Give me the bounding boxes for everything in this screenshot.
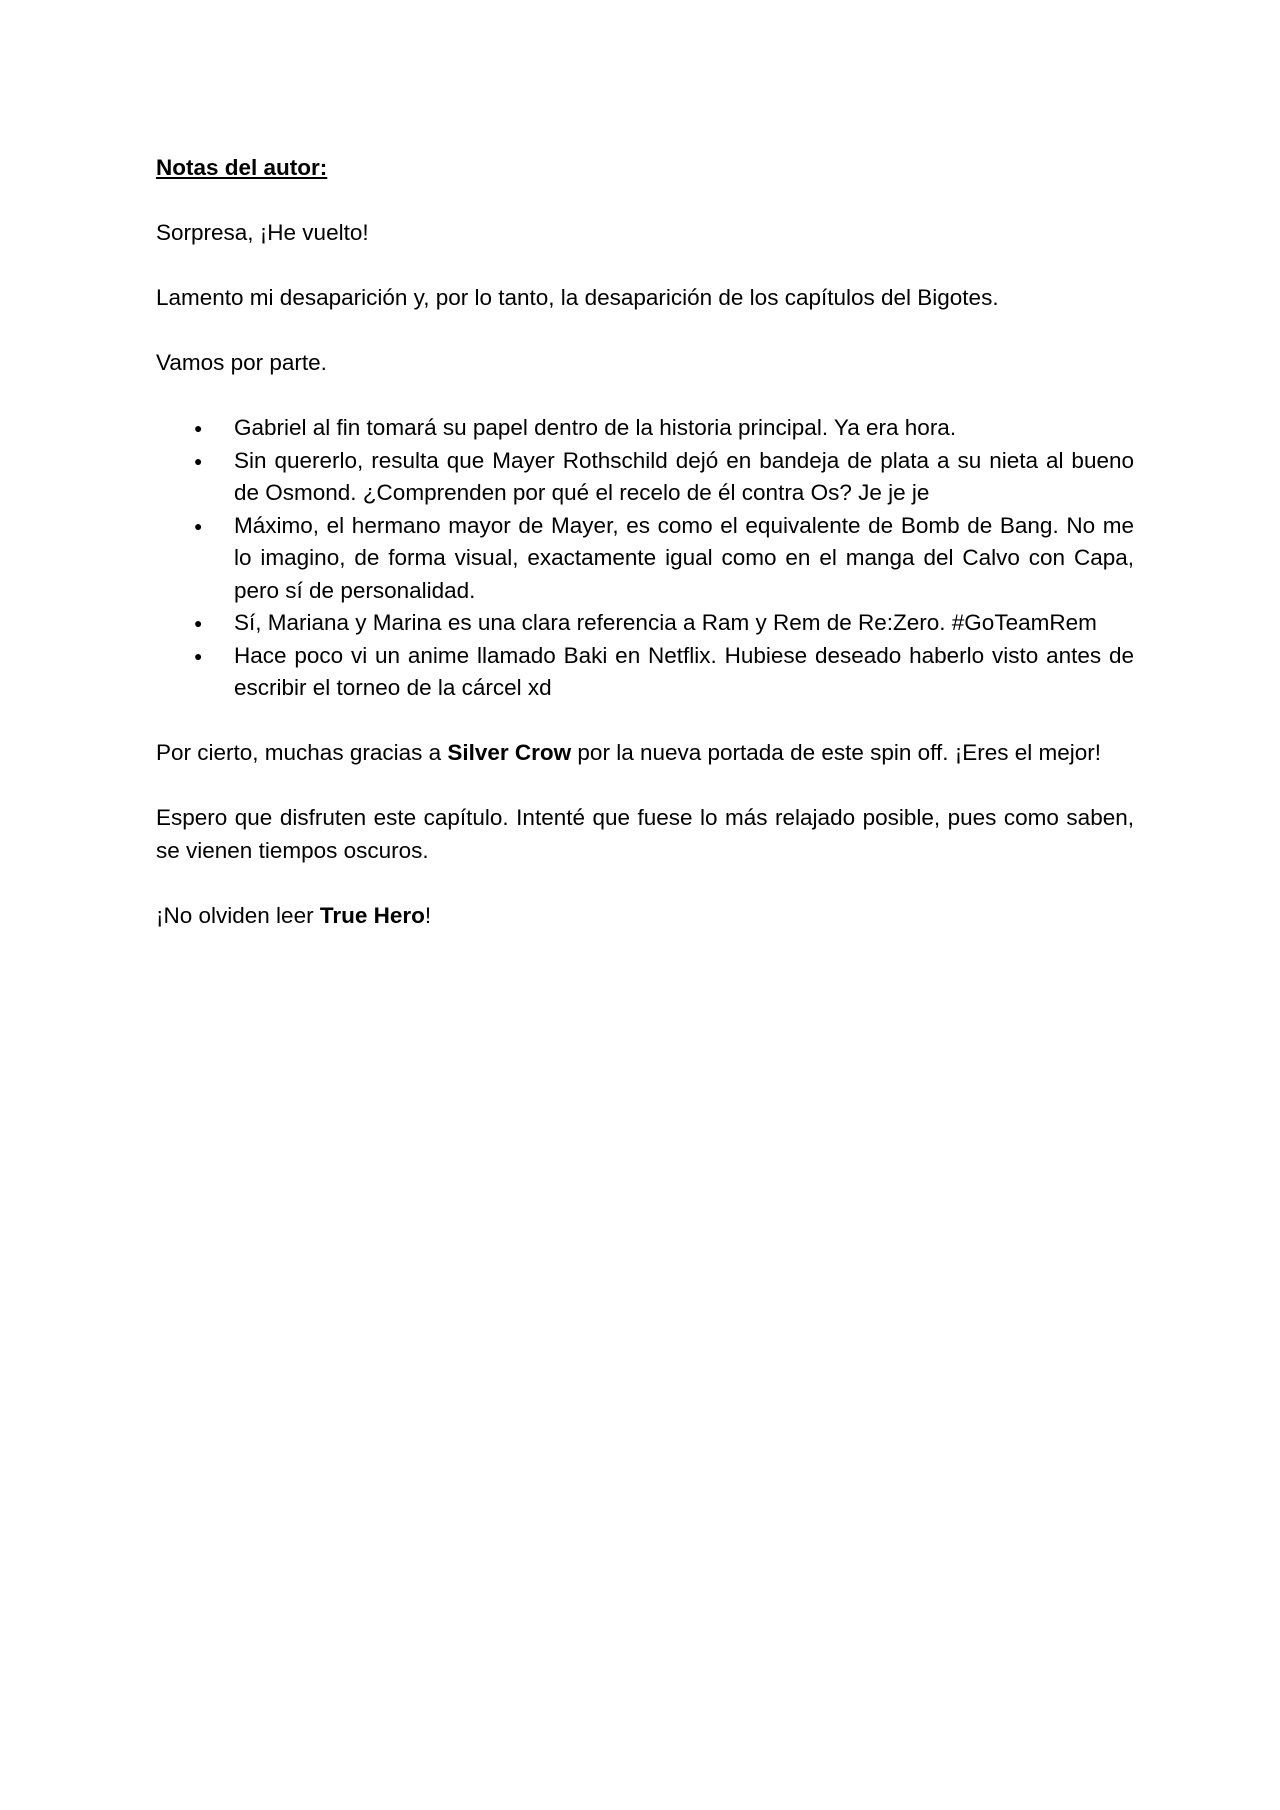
thanks-paragraph (156, 737, 1134, 770)
bullet-dot-icon: ● (194, 647, 203, 664)
reminder-text-before: ¡No olviden leer (156, 902, 320, 928)
bullet-item (156, 445, 1134, 510)
bullet-dot-icon: ● (194, 452, 203, 469)
notes-heading: Notas del autor: (156, 155, 328, 180)
bullet-text: Máximo, el hermano mayor de Mayer, es como el equivalente de Bomb de Bang. No me lo imagino, de forma visual, exactamente igual como en el manga del Calvo con Capa, pero sí de personalidad. (234, 512, 1134, 603)
bullet-dot-icon: ● (194, 420, 203, 436)
document-content (156, 152, 1134, 965)
artist-name: Silver Crow (447, 740, 572, 765)
bullet-item (156, 510, 1134, 608)
book-title: True Hero (319, 902, 425, 928)
intro-paragraph-1: Sorpresa, ¡He vuelto! (156, 220, 369, 245)
bullet-item (156, 640, 1134, 705)
thanks-text-after: por la nueva portada de este spin off. ¡Eres el mejor! (571, 740, 1102, 765)
bullet-dot-icon: ● (194, 517, 203, 534)
bullet-item (156, 607, 1134, 640)
thanks-text-before: Por cierto, muchas gracias a (156, 740, 448, 765)
bullet-item (156, 412, 1134, 445)
reminder-text-after: ! (424, 902, 432, 928)
bullet-text: Sí, Mariana y Marina es una clara referencia a Ram y Rem de Re:Zero. #GoTeamRem (234, 610, 1097, 635)
notes-bullet-list (156, 412, 1134, 705)
reminder-paragraph (156, 900, 1134, 933)
intro-paragraph-3: Vamos por parte. (156, 350, 327, 375)
closing-paragraph: Espero que disfruten este capítulo. Intenté que fuese lo más relajado posible, pues como saben, se vienen tiempos oscuros. (156, 805, 1134, 863)
bullet-text: Hace poco vi un anime llamado Baki en Netflix. Hubiese deseado haberlo visto antes de escribir el torneo de la cárcel xd (234, 642, 1134, 700)
bullet-text: Sin quererlo, resulta que Mayer Rothschild dejó en bandeja de plata a su nieta al bueno de Osmond. ¿Comprenden por qué el recelo de él contra Os? Je je je (234, 447, 1134, 505)
bullet-dot-icon: ● (194, 615, 203, 631)
bullet-text: Gabriel al fin tomará su papel dentro de la historia principal. Ya era hora. (234, 415, 957, 440)
intro-paragraph-2: Lamento mi desaparición y, por lo tanto, la desaparición de los capítulos del Bigotes. (156, 285, 999, 310)
